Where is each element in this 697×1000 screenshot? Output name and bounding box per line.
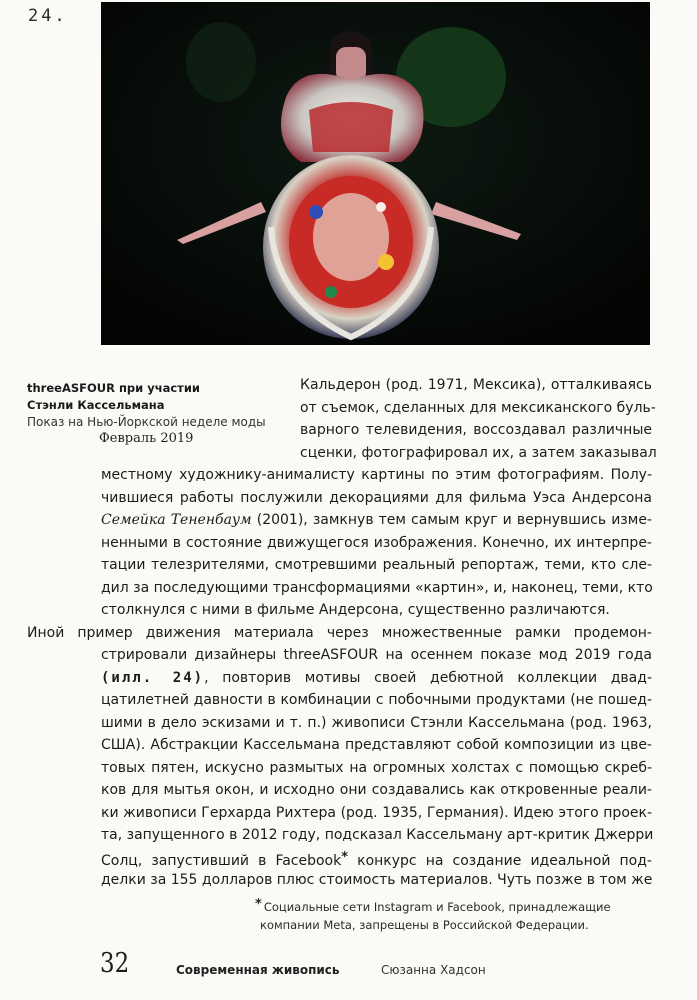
text-segment: , повторив мотивы своей дебютной коллекции двад- [204, 670, 652, 686]
running-title: Современная живопись [176, 963, 340, 977]
text-line [101, 847, 652, 869]
text-line: стрировали дизайнеры threeASFOUR на осеннем показе мод 2019 года [101, 647, 652, 663]
text-line: варного телевидения, воссоздавал различные [300, 422, 652, 438]
caption-title-line: Стэнли Кассельмана [27, 398, 165, 412]
text-line: ненными в состояние движущегося изображения. Конечно, их интерпре- [101, 535, 652, 551]
text-line: та, запущенного в 2012 году, подсказал Кассельману арт-критик Джерри [101, 827, 654, 843]
text-line: ков для мытья окон, и исходно они создавались как откровенные реали- [101, 782, 652, 798]
footnote-text: Социальные сети Instagram и Facebook, принадлежащие [263, 900, 611, 914]
figure-caption [27, 380, 297, 447]
text-line: местному художнику-анималисту картины по этим фотографиям. Полу- [101, 467, 652, 483]
figure-number: 24. [28, 6, 68, 26]
text-line [101, 667, 652, 689]
footnote-marker: * [341, 850, 349, 865]
text-line: Кальдерон (род. 1971, Мексика), отталкиваясь [300, 377, 652, 393]
caption-subtitle: Показ на Нью-Йоркской неделе моды [27, 415, 266, 429]
text-line: тации телезрителями, смотревшими реальный репортаж, теми, кто сле- [101, 557, 652, 573]
text-line: Иной пример движения материала через множественные рамки продемон- [27, 625, 652, 641]
text-line: сценки, фотографировал их, а затем заказывал [300, 445, 657, 461]
page-number: 32 [100, 948, 130, 979]
caption-date: Февраль 2019 [99, 431, 194, 446]
figure-reference: (илл. 24) [101, 670, 205, 686]
text-line [101, 509, 652, 531]
caption-title-line: threeASFOUR при участии [27, 381, 200, 395]
text-line: делки за 155 долларов плюс стоимость материалов. Чуть позже в том же [101, 872, 653, 888]
text-line: ки живописи Герхарда Рихтера (род. 1935, Германия). Идею этого проек- [101, 805, 652, 821]
film-title: Семейка Тененбаум [101, 512, 252, 528]
text-line: чившиеся работы послужили декорациями для фильма Уэса Андерсона [101, 490, 652, 506]
model-dress-illustration [101, 2, 650, 345]
footnote-text: компании Meta, запрещены в Российской Федерации. [260, 918, 589, 932]
text-line: США). Абстракции Кассельмана представляют собой композиции из цве- [101, 737, 652, 753]
fashion-show-photo [101, 2, 650, 345]
text-line: цатилетней давности в комбинации с побочными продуктами (не пошед- [101, 692, 652, 708]
text-line: дил за последующими трансформациями «картин», и, наконец, теми, кто [101, 580, 653, 596]
text-segment: Солц, запустивший в Facebook [101, 853, 342, 869]
text-line: от съемок, сделанных для мексиканского буль- [300, 400, 656, 416]
footnote-star: * [255, 897, 262, 912]
text-line: столкнулся с ними в фильме Андерсона, существенно различаются. [101, 602, 610, 618]
text-line: шими в дело эскизами и т. п.) живописи Стэнли Кассельмана (род. 1963, [101, 715, 652, 731]
footnote [255, 896, 655, 934]
text-segment: конкурс на создание идеальной под- [348, 853, 652, 869]
running-author: Сюзанна Хадсон [381, 963, 486, 977]
text-segment: (2001), замкнув тем самым круг и вернувшись изме- [251, 512, 652, 528]
text-line: товых пятен, искусно размытых на огромных холстах с помощью скреб- [101, 760, 652, 776]
footnote-line [255, 896, 655, 916]
